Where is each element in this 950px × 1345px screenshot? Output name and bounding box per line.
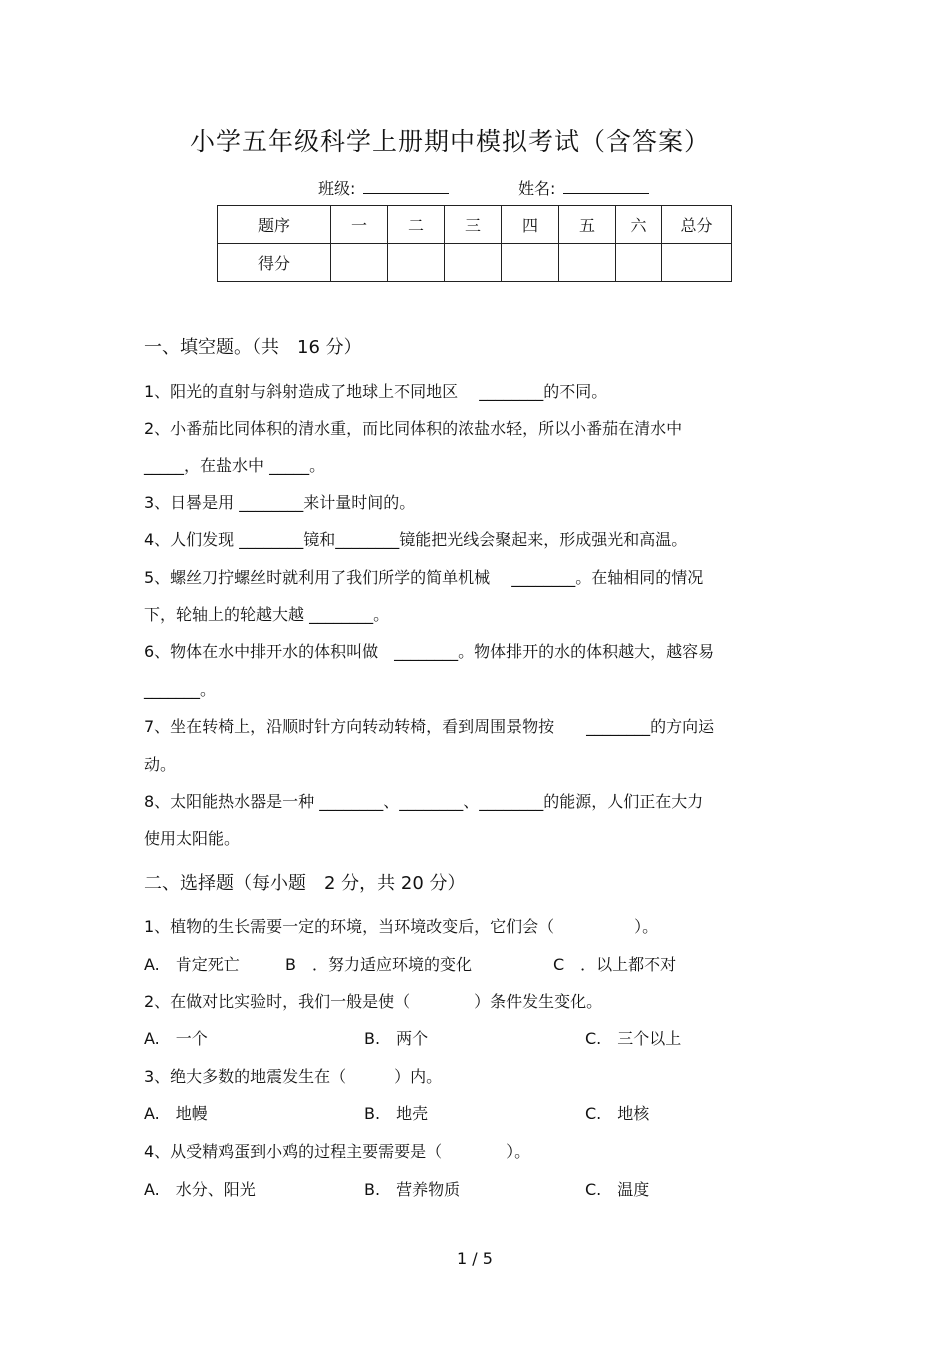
- name-blank: [563, 179, 649, 194]
- table-header-cell: 五: [559, 206, 616, 244]
- score-cell: [662, 244, 732, 282]
- class-field: [318, 176, 449, 199]
- question-line: 3、日晷是用 ________来计量时间的。: [144, 493, 416, 512]
- option-b: B ．努力适应环境的变化: [285, 955, 472, 974]
- question-stem: 4、从受精鸡蛋到小鸡的过程主要需要是（ ）。: [144, 1142, 531, 1161]
- option-c: C. 三个以上: [585, 1029, 682, 1048]
- question-stem: 2、在做对比实验时，我们一般是使（ ）条件发生变化。: [144, 992, 603, 1011]
- score-cell: [559, 244, 616, 282]
- score-row-label: 得分: [218, 244, 331, 282]
- question-line: _______。: [144, 680, 217, 699]
- page-number: 1 / 5: [457, 1249, 493, 1268]
- question-line: 下，轮轴上的轮越大越 ________。: [144, 605, 390, 624]
- option-b: B. 营养物质: [364, 1180, 461, 1199]
- option-a: A. 水分、阳光: [144, 1180, 256, 1199]
- table-header-cell: 三: [445, 206, 502, 244]
- option-a: A. 一个: [144, 1029, 208, 1048]
- option-a: A. 地幔: [144, 1104, 208, 1123]
- score-cell: [502, 244, 559, 282]
- score-cell: [445, 244, 502, 282]
- class-blank: [363, 179, 449, 194]
- section2-heading: 二、选择题（每小题 2 分，共 20 分）: [144, 873, 466, 894]
- class-label: 班级:: [318, 179, 356, 198]
- score-table-header-row: [218, 206, 732, 244]
- question-line: 5、螺丝刀拧螺丝时就利用了我们所学的简单机械 ________。在轴相同的情况: [144, 568, 704, 587]
- question-line: 使用太阳能。: [144, 829, 241, 848]
- question-line: _____，在盐水中 _____。: [144, 456, 326, 475]
- option-b: B. 两个: [364, 1029, 429, 1048]
- score-table-score-row: [218, 244, 732, 282]
- option-c: C ．以上都不对: [553, 955, 677, 974]
- name-field: [518, 176, 649, 199]
- question-line: 4、人们发现 ________镜和________镜能把光线会聚起来，形成强光和高温。: [144, 530, 688, 549]
- question-line: 动。: [144, 755, 177, 774]
- score-table: [217, 205, 732, 282]
- question-stem: 1、植物的生长需要一定的环境，当环境改变后，它们会（ ）。: [144, 917, 659, 936]
- score-cell: [616, 244, 662, 282]
- table-header-cell: 一: [331, 206, 388, 244]
- name-label: 姓名:: [518, 179, 556, 198]
- question-line: 1、阳光的直射与斜射造成了地球上不同地区 ________的不同。: [144, 382, 608, 401]
- table-header-cell: 二: [388, 206, 445, 244]
- option-c: C. 温度: [585, 1180, 650, 1199]
- question-line: 2、小番茄比同体积的清水重，而比同体积的浓盐水轻，所以小番茄在清水中: [144, 419, 683, 438]
- table-header-cell: 总分: [662, 206, 732, 244]
- option-a: A. 肯定死亡: [144, 955, 240, 974]
- score-cell: [388, 244, 445, 282]
- question-line: 8、太阳能热水器是一种 ________、________、________的能源，人们正在大力: [144, 792, 704, 811]
- section1-heading: 一、填空题。（共 16 分）: [144, 337, 362, 358]
- table-header-cell: 题序: [218, 206, 331, 244]
- question-line: 7、坐在转椅上，沿顺时针方向转动转椅，看到周围景物按 ________的方向运: [144, 717, 715, 736]
- exam-title: 小学五年级科学上册期中模拟考试（含答案）: [189, 127, 710, 156]
- question-stem: 3、绝大多数的地震发生在（ ）内。: [144, 1067, 443, 1086]
- table-header-cell: 六: [616, 206, 662, 244]
- table-header-cell: 四: [502, 206, 559, 244]
- option-c: C. 地核: [585, 1104, 650, 1123]
- score-cell: [331, 244, 388, 282]
- question-line: 6、物体在水中排开水的体积叫做 ________。物体排开的水的体积越大，越容易: [144, 642, 715, 661]
- option-b: B. 地壳: [364, 1104, 429, 1123]
